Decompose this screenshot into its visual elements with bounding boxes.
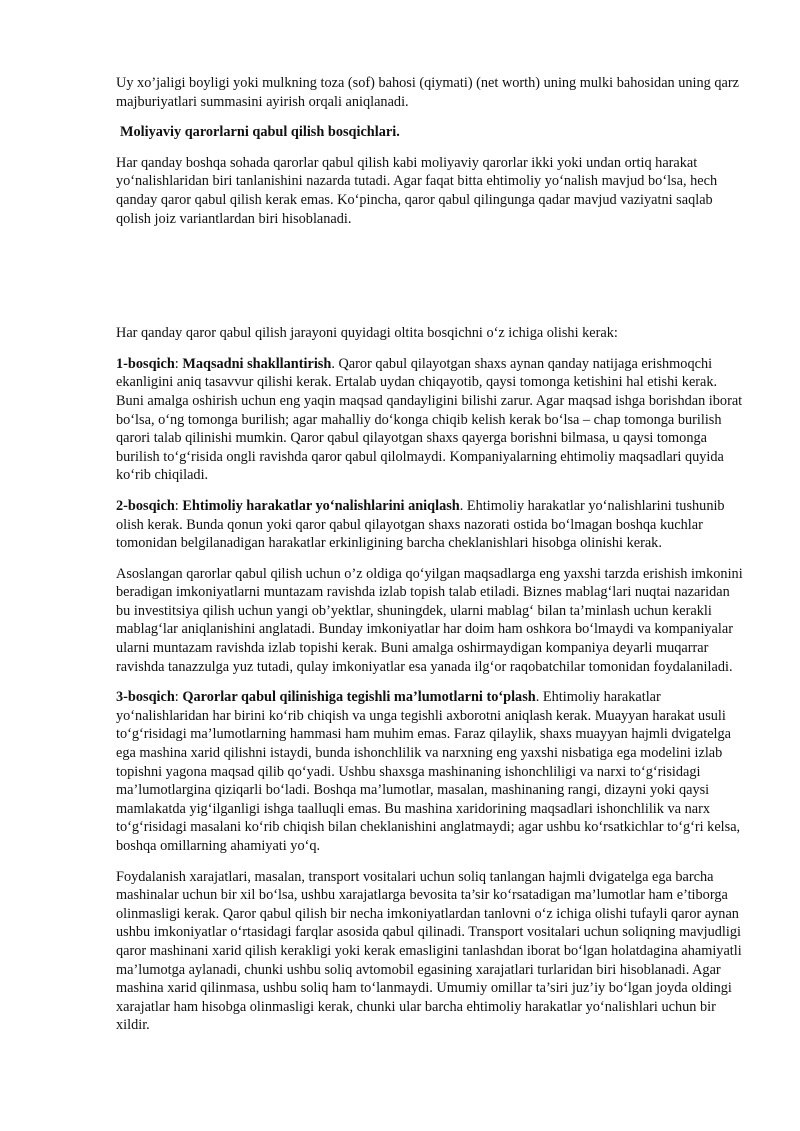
step-2-paragraph	[116, 497, 746, 553]
intro-paragraph: Uy xo’jaligi boyligi yoki mulkning toza (sof) bahosi (qiymati) (net worth) uning mulki bahosidan uning qarz majburiyatlari summasini ayirish orqali aniqlanadi.	[116, 75, 740, 110]
step-3-paragraph	[116, 688, 746, 855]
paragraph-costs: Foydalanish xarajatlari, masalan, transport vositalari uchun soliq tanlangan hajmli dvigatelga ega barcha mashinalar uchun bir xil bo‘lsa, ushbu xarajatlarga bevosita ta’sir ko‘rsatadigan ma’lumotlar ham e’tiborga olinmasligi kerak. Qaror qabul qilish bir necha imkoniyatlardan tanlovni o‘z ichiga olishi tufayli qaror aynan ushbu imkoniyatlar o‘rtasidagi farqlar asosida qabul qilinadi. Transport vositalari uchun soliqning mavjudligi qaror mashinani xarid qilish kerakligi yoki kerak emasligini tanlashdan iborat bo‘lgan holatdagina ahamiyatli ma’lumotga aylanadi, chunki ushbu soliq avtomobil egasining xarajatlari turlaridan biri hisoblanadi. Agar mashina xarid qilinmasa, ushbu soliq ham to‘lanmaydi. Umumiy omillar ta’siri juz’iy bo‘lgan joyda oldingi xarajatlar ham hisobga olinmasligi kerak, chunki ular barcha ehtimoliy harakatlar yo‘nalishlari uchun bir xildir.	[116, 868, 742, 1034]
blank-gap	[116, 240, 746, 324]
paragraph-decisions: Har qanday boshqa sohada qarorlar qabul qilish kabi moliyaviy qarorlar ikki yoki undan ortiq harakat yo‘nalishlaridan biri tanlanishini nazarda tutadi. Agar faqat bitta ehtimoliy yo‘nalish mavjud bo‘lsa, hech qanday qaror qabul qilish kerak emas. Ko‘pincha, qaror qabul qilingunga qadar mavjud vaziyatni saqlab qolish joiz variantlardan biri hisoblanadi.	[116, 154, 718, 227]
section-heading: Moliyaviy qarorlarni qabul qilish bosqichlari.	[120, 124, 400, 141]
step-1-label: 1-bosqich	[116, 355, 175, 372]
paragraph-opportunities: Asoslangan qarorlar qabul qilish uchun o’z oldiga qo‘yilgan maqsadlarga eng yaxshi tarzda erishish imkonini beradigan imkoniyatlarni muntazam ravishda izlab topish talab etiladi. Biznes mablag‘lari nuqtai nazaridan bu investitsiya qilish uchun yangi ob’yektlar, shuningdek, ularni mablag‘ bilan ta’minlash uchun kerakli mablag‘lar aniqlanishini anglatadi. Bunday imkoniyatlar har doim ham oshkora bo‘lmaydi va kompaniyalar ularni muntazam ravishda izlab topishi kerak. Buni amalga oshirmaydigan kompaniya deyarli muqarrar ravishda tanazzulga yuz tutadi, qulay imkoniyatlar esa yanada ilg‘or raqobatchilar tomonidan foydalaniladi.	[116, 565, 743, 675]
step-1-separator: :	[174, 355, 183, 372]
step-1-title: Maqsadni shakllantirish	[182, 355, 332, 372]
step-1-text: . Qaror qabul qilayotgan shaxs aynan qanday natijaga erishmoqchi ekanligini aniq tasavvur qilishi kerak. Ertalab uydan chiqayotib, qaysi tomonga ketishini hal etishi kerak. Buni amalga oshirish uchun eng yaqin maqsad qandayligini bilishi zarur. Agar maqsad ishga borishdan iborat bo‘lsa, o‘ng tomonga burilish; agar mahalliy do‘konga chiqib kelish kerak bo‘lsa – chap tomonga burilish qarori talab qilinishi mumkin. Qaror qabul qilayotgan shaxs qayerga borishni bilmasa, u qaysi tomonga burilish to‘g‘risida ongli ravishda qaror qabul qilolmaydi. Kompaniyalarning ehtimoliy maqsadlari quyida ko‘rib chiqiladi.	[116, 355, 743, 484]
step-3-separator: :	[174, 689, 183, 706]
paragraph-six-steps: Har qanday qaror qabul qilish jarayoni quyidagi oltita bosqichni o‘z ichiga olishi kerak:	[116, 325, 618, 342]
document-page	[116, 74, 746, 1047]
step-2-separator: :	[174, 497, 183, 514]
step-2-title: Ehtimoliy harakatlar yo‘nalishlarini aniqlash	[182, 497, 460, 514]
step-2-text: . Ehtimoliy harakatlar yo‘nalishlarini tushunib olish kerak. Bunda qonun yoki qaror qabul qilayotgan shaxs nazorati ostida bo‘lmagan boshqa kuchlar tomonidan belgilanadigan harakatlar erkinligining barcha cheklanishlari hisobga olinishi kerak.	[116, 497, 725, 552]
step-3-title: Qarorlar qabul qilinishiga tegishli ma’lumotlarni to‘plash	[182, 689, 536, 706]
step-2-label: 2-bosqich	[116, 497, 175, 514]
step-1-paragraph	[116, 355, 746, 485]
step-3-text: . Ehtimoliy harakatlar yo‘nalishlaridan har birini ko‘rib chiqish va unga tegishli axborotni aniqlash kerak. Muayyan harakat usuli to‘g‘risidagi ma’lumotlarning hammasi ham muhim emas. Faraz qilaylik, shaxs muayyan hajmli dvigatelga ega mashina xarid qilishni istaydi, bunda ishonchlilik va narxning eng yaxshi nisbatiga ega modelini izlab topishni yagona maqsad qilib qo‘yadi. Ushbu shaxsga mashinaning ishonchliligi va narxi to‘g‘risidagi ma’lumotlargina qiziqarli bo‘ladi. Boshqa ma’lumotlar, masalan, mashinaning rangi, dizayni yoki qaysi mamlakatda yig‘ilganligi ishga taalluqli emas. Bu mashina xaridorining maqsadlari ishonchlilik va narx to‘g‘risidagi masalani ko‘rib chiqish bilan cheklanishini anglatmaydi; agar ushbu ko‘rsatkichlar to‘g‘ri kelsa, boshqa omillarning ahamiyati yo‘q.	[116, 689, 741, 854]
step-3-label: 3-bosqich	[116, 689, 175, 706]
